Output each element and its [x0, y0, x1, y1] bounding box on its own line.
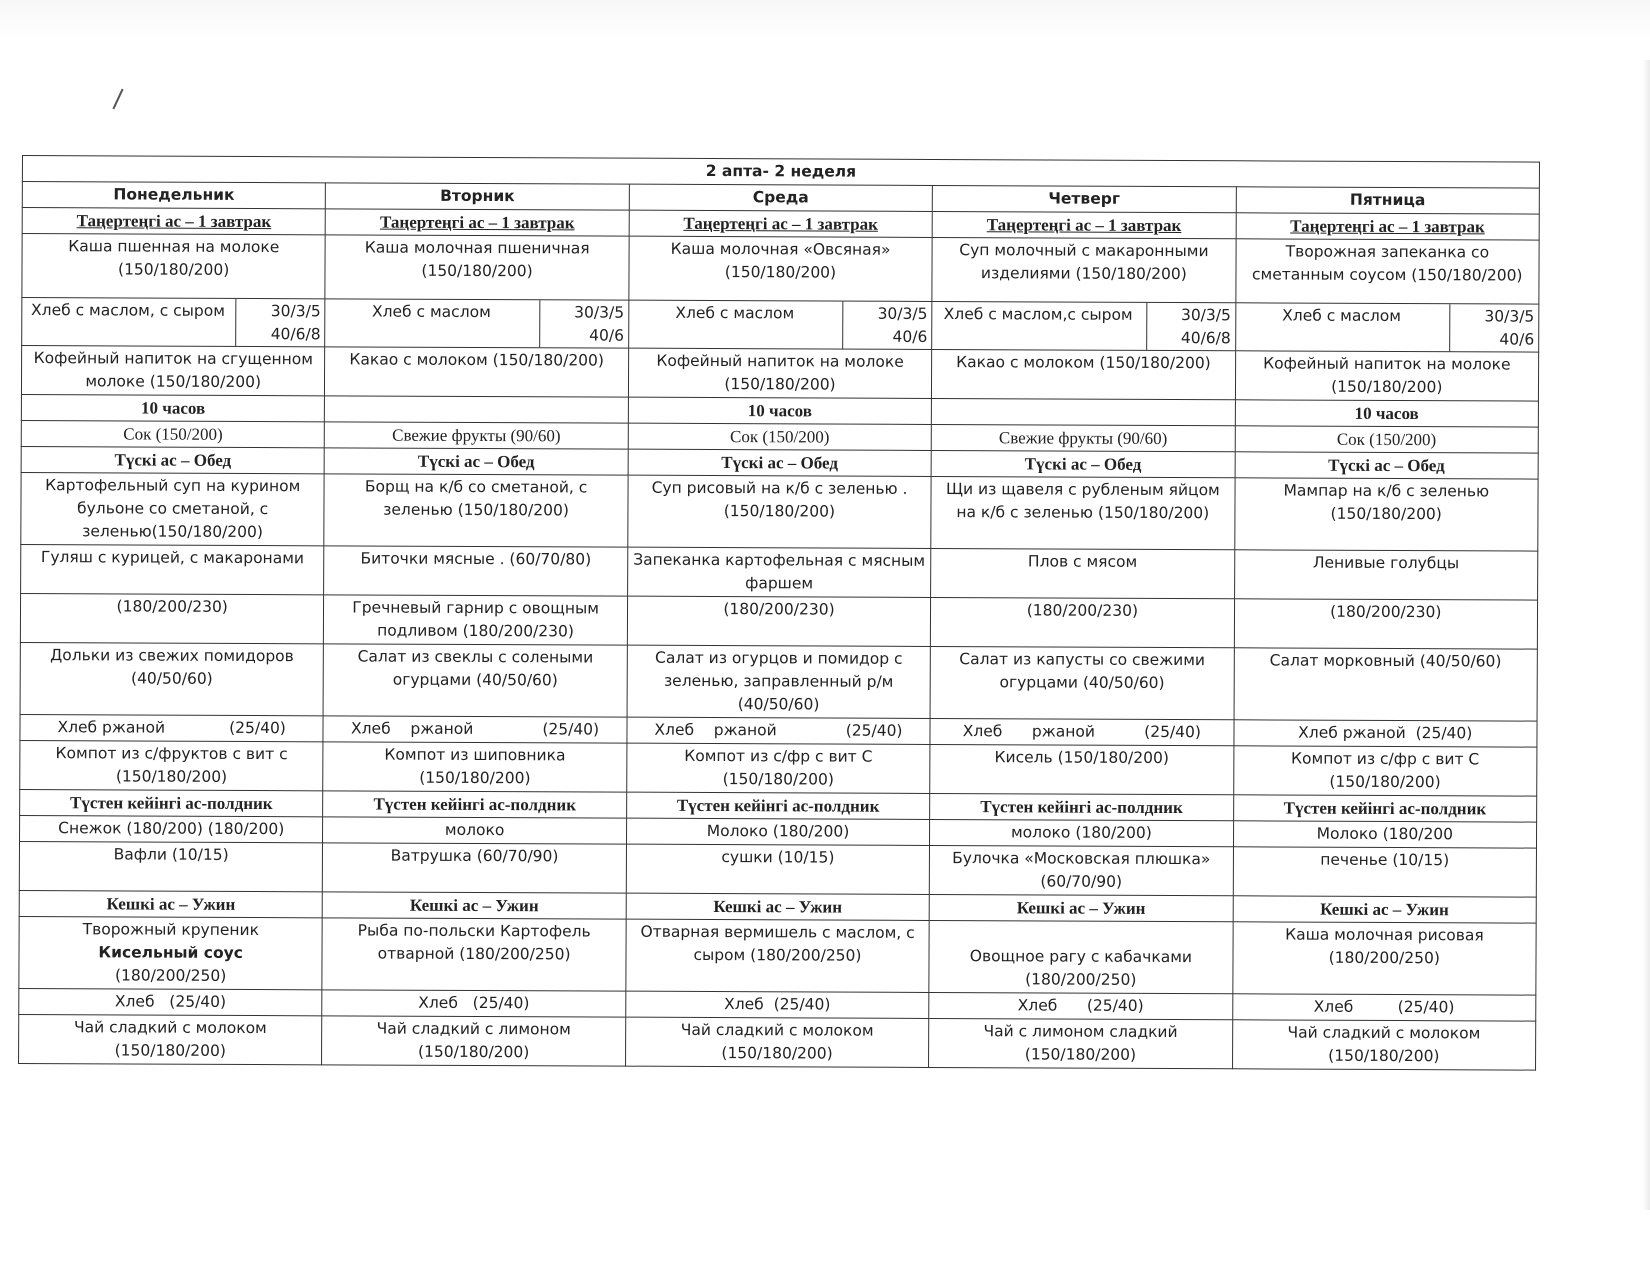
menu-cell: [1235, 303, 1539, 352]
menu-table: [18, 155, 1540, 1071]
meal-header: Түстен кейінгі ас-полдник: [930, 793, 1234, 820]
meal-header: 10 часов: [21, 394, 325, 421]
lunch-drink-row: [20, 740, 1537, 796]
lunch-side-row: [20, 593, 1537, 649]
day-header: Среда: [629, 184, 933, 211]
menu-cell: Хлеб ржаной (25/40): [20, 714, 324, 741]
dinner-drink-row: [19, 1014, 1536, 1070]
menu-cell: [19, 916, 323, 989]
meal-header: Түстен кейінгі ас-полдник: [20, 789, 324, 816]
menu-cell: Хлеб (25/40): [322, 990, 626, 1017]
menu-cell: Салат морковный (40/50/60): [1234, 648, 1538, 721]
menu-cell: Творожная запеканка со сметанным соусом (150/180/200): [1235, 239, 1539, 304]
meal-header: Түстен кейінгі ас-полдник: [323, 791, 627, 818]
menu-cell: Кофейный напиток на сгущенном молоке (150/180/200): [21, 346, 325, 396]
page-edge-shadow: [1642, 60, 1650, 1210]
menu-cell: Мампар на к/б с зеленью (150/180/200): [1234, 478, 1538, 551]
menu-cell: Суп молочный с макаронными изделиями (150/180/200): [932, 237, 1236, 302]
lunch-salad-row: [20, 642, 1537, 721]
bread-qty: 30/3/5 40/6/8: [236, 299, 325, 346]
menu-cell: Хлеб ржаной (25/40): [1233, 720, 1537, 747]
menu-cell: Молоко (180/200: [1233, 821, 1537, 848]
menu-cell: Щи из щавеля с рубленым яйцом на к/б с зеленью (150/180/200): [931, 476, 1235, 549]
menu-cell: Какао с молоком (150/180/200): [932, 349, 1236, 399]
menu-cell: Чай сладкий с молоком (150/180/200): [625, 1017, 929, 1067]
menu-cell: Хлеб ржаной (25/40): [930, 718, 1234, 745]
meal-header: Кешкі ас – Ужин: [19, 890, 323, 917]
menu-cell: (180/200/230): [627, 596, 931, 646]
menu-cell: [628, 300, 932, 349]
day-header: Понедельник: [22, 182, 326, 209]
menu-cell: Кофейный напиток на молоке (150/180/200): [1235, 351, 1539, 401]
menu-cell: Свежие фрукты (90/60): [325, 422, 629, 449]
meal-header: 10 часов: [628, 397, 932, 424]
meal-header: Түскі ас – Обед: [21, 446, 325, 473]
bread-qty: 30/3/5 40/6/8: [1146, 303, 1235, 350]
lunch-main-row: [21, 544, 1538, 600]
menu-cell: Булочка «Московская плюшка» (60/70/90): [929, 845, 1233, 895]
breakfast-main-row: [22, 234, 1539, 305]
bread-name: Хлеб с маслом: [675, 303, 795, 323]
menu-cell: Кисель (150/180/200): [930, 744, 1234, 794]
breakfast-drink-row: [21, 346, 1538, 402]
menu-cell: Хлеб (25/40): [19, 988, 323, 1015]
menu-cell: сушки (10/15): [626, 844, 930, 894]
week-title: 2 апта- 2 неделя: [22, 156, 1539, 189]
menu-cell: Компот из шиповника (150/180/200): [323, 742, 627, 792]
meal-header: Таңертеңгі ас – 1 завтрак: [22, 208, 326, 235]
menu-cell: Запеканка картофельная с мясным фаршем: [627, 547, 931, 597]
menu-cell: Хлеб (25/40): [929, 992, 1233, 1019]
day-header: Пятница: [1236, 187, 1540, 214]
meal-header: Түскі ас – Обед: [628, 449, 932, 476]
menu-cell: Хлеб (25/40): [1232, 994, 1536, 1021]
menu-cell: Плов с мясом: [931, 548, 1235, 598]
menu-cell: Чай сладкий с лимоном (150/180/200): [322, 1016, 626, 1066]
lunch-soup-row: [21, 472, 1538, 551]
menu-cell: Молоко (180/200): [626, 818, 930, 845]
meal-header: [932, 398, 1236, 425]
menu-cell: Хлеб ржаной (25/40): [323, 716, 627, 743]
menu-cell: Отварная вермишель с маслом, с сыром (180/200/250): [626, 919, 930, 992]
meal-header: Кешкі ас – Ужин: [929, 894, 1233, 921]
meal-header: Таңертеңгі ас – 1 завтрак: [932, 211, 1236, 238]
menu-cell: Сок (150/200): [21, 420, 325, 447]
dinner-sauce-line: Кисельный соус: [98, 943, 243, 962]
meal-header: Таңертеңгі ас – 1 завтрак: [629, 210, 933, 237]
meal-header: 10 часов: [1235, 400, 1539, 427]
menu-cell: Ватрушка (60/70/90): [323, 843, 627, 893]
snack-food-row: [19, 841, 1536, 897]
menu-cell: Салат из капусты со свежими огурцами (40/50/60): [930, 646, 1234, 719]
bread-name: Хлеб с маслом,с сыром: [943, 305, 1133, 324]
menu-cell: Салат из свеклы с солеными огурцами (40/50/60): [323, 644, 627, 717]
menu-cell: Хлеб ржаной (25/40): [627, 717, 931, 744]
menu-cell: Сок (150/200): [1235, 426, 1539, 453]
menu-cell: (180/200/230): [1234, 599, 1538, 649]
bread-qty: 30/3/5 40/6: [539, 300, 628, 347]
meal-header: Түскі ас – Обед: [931, 450, 1235, 477]
day-header: Вторник: [326, 183, 630, 210]
menu-cell: Гуляш с курицей, с макаронами: [21, 544, 325, 594]
pen-mark: [112, 89, 123, 110]
dinner-portion-line: (180/200/250): [114, 966, 227, 985]
menu-cell: Суп рисовый на к/б с зеленью . (150/180/200): [628, 475, 932, 548]
meal-header: Таңертеңгі ас – 1 завтрак: [1236, 213, 1540, 240]
menu-cell: Сок (150/200): [628, 423, 932, 450]
menu-cell: Компот из с/фруктов с вит с (150/180/200): [20, 740, 324, 790]
bread-name: Хлеб с маслом: [371, 302, 491, 322]
menu-cell: молоко (180/200): [930, 819, 1234, 846]
menu-cell: Каша молочная пшеничная (150/180/200): [325, 235, 629, 300]
meal-header: Түскі ас – Обед: [1235, 452, 1539, 479]
menu-cell: Рыба по-польски Картофель отварной (180/200/250): [322, 918, 626, 991]
meal-header: Түстен кейінгі ас-полдник: [1233, 795, 1537, 822]
menu-cell: Свежие фрукты (90/60): [931, 424, 1235, 451]
bread-qty: 30/3/5 40/6: [1449, 304, 1538, 351]
bread-name: Хлеб с маслом: [1282, 306, 1402, 326]
dinner-main-row: [19, 916, 1536, 995]
menu-cell: [325, 299, 629, 348]
meal-header: Түстен кейінгі ас-полдник: [626, 792, 930, 819]
menu-cell: Каша пшенная на молоке (150/180/200): [22, 234, 326, 299]
meal-header: Кешкі ас – Ужин: [626, 893, 930, 920]
bread-qty: 30/3/5 40/6: [842, 302, 931, 349]
menu-cell: Чай с лимоном сладкий (150/180/200): [929, 1018, 1233, 1068]
menu-cell: Картофельный суп на курином бульоне со сметаной, с зеленью(150/180/200): [21, 472, 325, 545]
menu-cell: Ленивые голубцы: [1234, 550, 1538, 600]
menu-cell: Чай сладкий с молоком (150/180/200): [19, 1014, 323, 1064]
menu-cell: [22, 298, 326, 347]
dinner-main-line: Творожный крупеник: [82, 920, 260, 940]
menu-cell: Какао с молоком (150/180/200): [325, 347, 629, 397]
menu-cell: Компот из с/фр с вит С (150/180/200): [1233, 746, 1537, 796]
menu-cell: Биточки мясные . (60/70/80): [324, 546, 628, 596]
menu-cell: Дольки из свежих помидоров (40/50/60): [20, 642, 324, 715]
menu-cell: Гречневый гарнир с овощным подливом (180/200/230): [324, 595, 628, 645]
menu-cell: Борщ на к/б со сметаной, с зеленью (150/180/200): [324, 474, 628, 547]
menu-cell: Каша молочная «Овсяная» (150/180/200): [629, 236, 933, 301]
day-header: Четверг: [932, 185, 1236, 212]
meal-header: Таңертеңгі ас – 1 завтрак: [326, 209, 630, 236]
menu-cell: Салат из огурцов и помидор с зеленью, заправленный р/м (40/50/60): [627, 645, 931, 718]
menu-cell: [932, 301, 1236, 350]
menu-cell: печенье (10/15): [1233, 847, 1537, 897]
menu-cell: (180/200/230): [20, 593, 324, 643]
menu-cell: Овощное рагу с кабачками (180/200/250): [929, 920, 1233, 993]
menu-cell: Хлеб (25/40): [626, 991, 930, 1018]
menu-cell: Компот из с/фр с вит С (150/180/200): [627, 743, 931, 793]
menu-cell: (180/200/230): [931, 597, 1235, 647]
menu-cell: Чай сладкий с молоком (150/180/200): [1232, 1020, 1536, 1070]
meal-header: Түскі ас – Обед: [325, 448, 629, 475]
meal-header: [325, 396, 629, 423]
bread-name: Хлеб с маслом, с сыром: [31, 301, 225, 320]
menu-table-wrap: [18, 155, 1540, 1071]
menu-cell: молоко: [323, 817, 627, 844]
menu-cell: Вафли (10/15): [19, 841, 323, 891]
menu-cell: Снежок (180/200) (180/200): [20, 815, 324, 842]
meal-header: Кешкі ас – Ужин: [1233, 896, 1537, 923]
menu-cell: Кофейный напиток на молоке (150/180/200): [628, 348, 932, 398]
bread-row: [22, 298, 1539, 353]
meal-header: Кешкі ас – Ужин: [323, 892, 627, 919]
menu-cell: Каша молочная рисовая (180/200/250): [1232, 922, 1536, 995]
